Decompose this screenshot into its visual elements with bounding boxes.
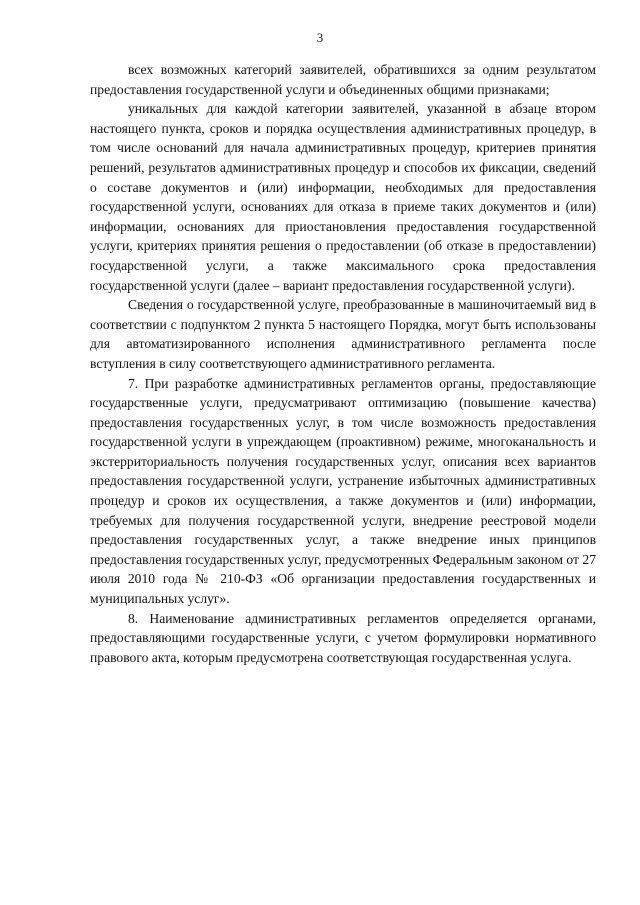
paragraph-item-8: 8. Наименование административных регламентов определяется органами, предоставляющими государственные услуги, с учетом формулировки нормативного правового акта, которым предусмотрена соответствующая государственная услуга. — [90, 610, 596, 665]
paragraph-categories-unique: уникальных для каждой категории заявителей, указанной в абзаце втором настоящего пункта, сроков и порядка осуществления административных процедур, в том числе оснований для начала административных процедур, критериев принятия решений, результатов административных процедур и способов их фиксации, сведений о составе документов и (или) информации, необходимых для предоставления государственной услуги, основаниях для отказа в приеме таких документов и (или) информации, основаниях для приостановления предоставления государственной услуги, критериях принятия решения о предоставлении (об отказе в предоставлении) государственной услуги, а также максимального срока предоставления государственной услуги (далее – вариант предоставления государственной услуги). — [90, 101, 596, 293]
paragraph-item-7: 7. При разработке административных регламентов органы, предоставляющие государственные услуги, предусматривают оптимизацию (повышение качества) предоставления государственных услуг, в том числе возможность предоставления государственной услуги в упреждающем (проактивном) режиме, многоканальность и экстерриториальность получения государственных услуг, описания всех вариантов предоставления государственной услуги, устранение избыточных административных процедур и сроков их осуществления, а также документов и (или) информации, требуемых для получения государственной услуги, внедрение реестровой модели предоставления государственных услуг, а также внедрение иных принципов предоставления государственных услуг, предусмотренных Федеральным законом от 27 июля 2010 года № 210-ФЗ «Об организации предоставления государственных и муниципальных услуг». — [90, 375, 596, 607]
paragraph-machine-readable: Сведения о государственной услуге, преобразованные в машиночитаемый вид в соответствии с подпунктом 2 пункта 5 настоящего Порядка, могут быть использованы для автоматизированного исполнения административного регламента после вступления в силу соответствующего административного регламента. — [90, 297, 596, 371]
page-number: 3 — [316, 30, 324, 45]
paragraph-categories-common: всех возможных категорий заявителей, обратившихся за одним результатом предоставления государственной услуги и объединенных общими признаками; — [90, 62, 596, 97]
document-body — [90, 60, 596, 667]
